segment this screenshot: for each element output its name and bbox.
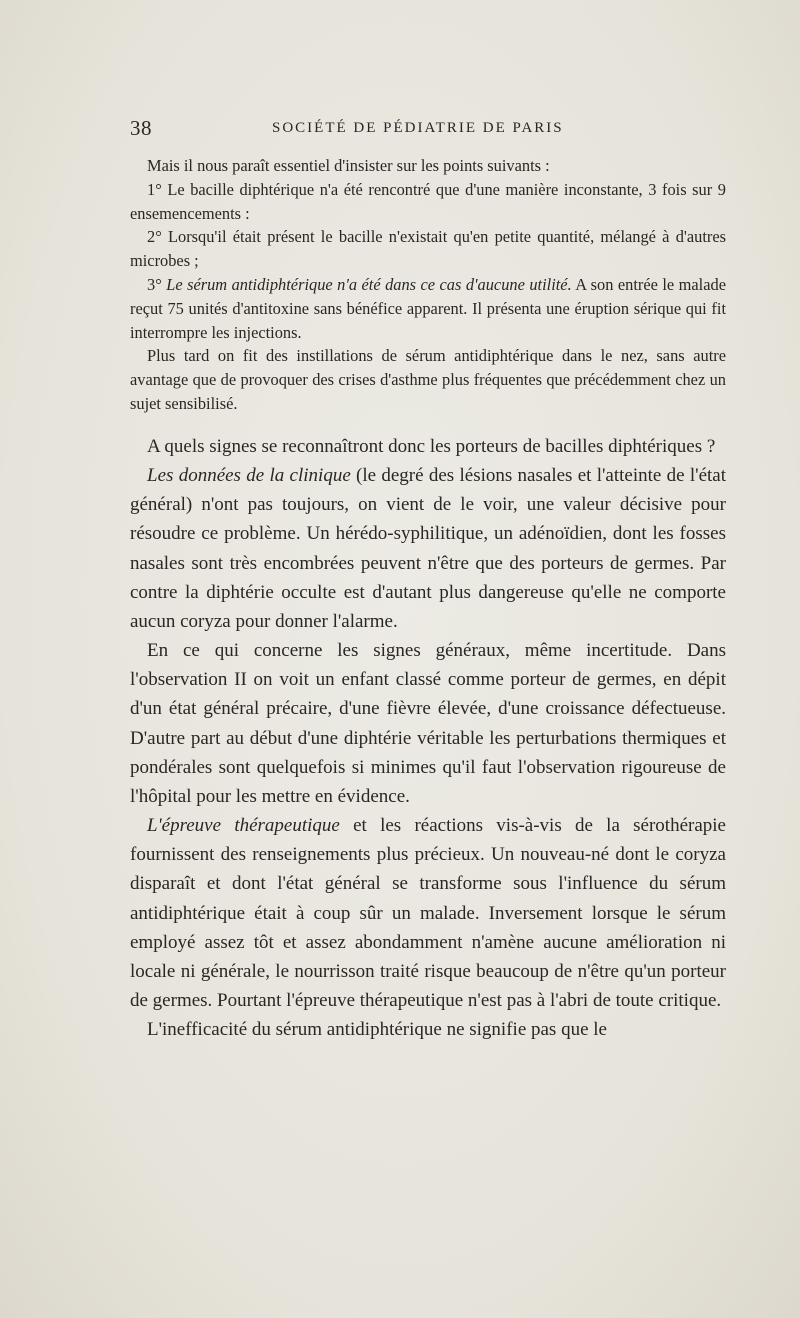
italic-heading: Les données de la clinique [147, 465, 351, 487]
paragraph: Mais il nous paraît essentiel d'insister sur les points suivants : [147, 156, 550, 175]
paragraph: En ce qui concerne les signes généraux, même incertitude. Dans l'observation II on voit un enfant classé comme porteur de germes, en dépit d'un état général précaire, d'une fièvre élevée, d'une croissance défectueuse. D'autre part au début d'une diphtérie véritable les perturbations thermiques et pondérales sont quelquefois si minimes qu'il faut l'observation rigoureuse de l'hôpital pour les mettre en évidence. [130, 640, 726, 807]
paragraph [130, 811, 726, 1015]
paragraph: 2° Lorsqu'il était présent le bacille n'existait qu'en petite quantité, mélangé à d'autres microbes ; [130, 227, 726, 271]
page-number: 38 [130, 116, 152, 140]
page-header [130, 116, 726, 144]
paragraph-text: A son entrée le malade reçut 75 unités d'antitoxine sans bénéfice apparent. Il présenta une éruption sérique qui fit interrompre les injections. [130, 274, 726, 342]
paragraph: Plus tard on fit des instillations de sérum antidiphtérique dans le nez, sans autre avantage que de provoquer des crises d'asthme plus fréquentes que précédemment chez un sujet sensibilisé. [130, 346, 726, 413]
small-print-section [130, 154, 726, 416]
paragraph: 1° Le bacille diphtérique n'a été rencontré que d'une manière inconstante, 3 fois sur 9 ensemencements : [130, 179, 726, 223]
italic-statement: Le sérum antidiphtérique n'a été dans ce cas d'aucune utilité. [166, 274, 572, 294]
paragraph-text: (le degré des lésions nasales et l'atteinte de l'état général) n'ont pas toujours, on vient de le voir, une valeur décisive pour résoudre ce problème. Un hérédo-syphilitique, un adénoïdien, dont les fosses nasales sont très encombrées peuvent n'être que des porteurs de germes. Par contre la diphtérie occulte est d'autant plus dangereuse qu'elle ne comporte aucun coryza pour donner l'alarme. [130, 465, 726, 632]
paragraph: A quels signes se reconnaîtront donc les porteurs de bacilles diphtériques ? [147, 436, 716, 457]
italic-heading: L'épreuve thérapeutique [147, 815, 340, 837]
paragraph [130, 461, 726, 636]
paragraph [130, 273, 726, 344]
paragraph: L'inefficacité du sérum antidiphtérique ne signifie pas que le [147, 1019, 607, 1041]
main-text-section [130, 432, 726, 1044]
paragraph-text: et les réactions vis-à-vis de la sérothérapie fournissent des renseignements plus précieux. Un nouveau-né dont le coryza disparaît et dont l'état général se transforme sous l'influence du sérum antidiphtérique était à coup sûr un malade. Inversement lorsque le sérum employé assez tôt et assez abondamment n'amène aucune amélioration ni locale ni générale, le nourrisson traité risque beaucoup de n'être qu'un porteur de germes. Pourtant l'épreuve thérapeutique n'est pas à l'abri de toute critique. [130, 815, 726, 1011]
running-head: SOCIÉTÉ DE PÉDIATRIE DE PARIS [272, 120, 564, 136]
numbered-prefix: 3° [147, 274, 167, 294]
